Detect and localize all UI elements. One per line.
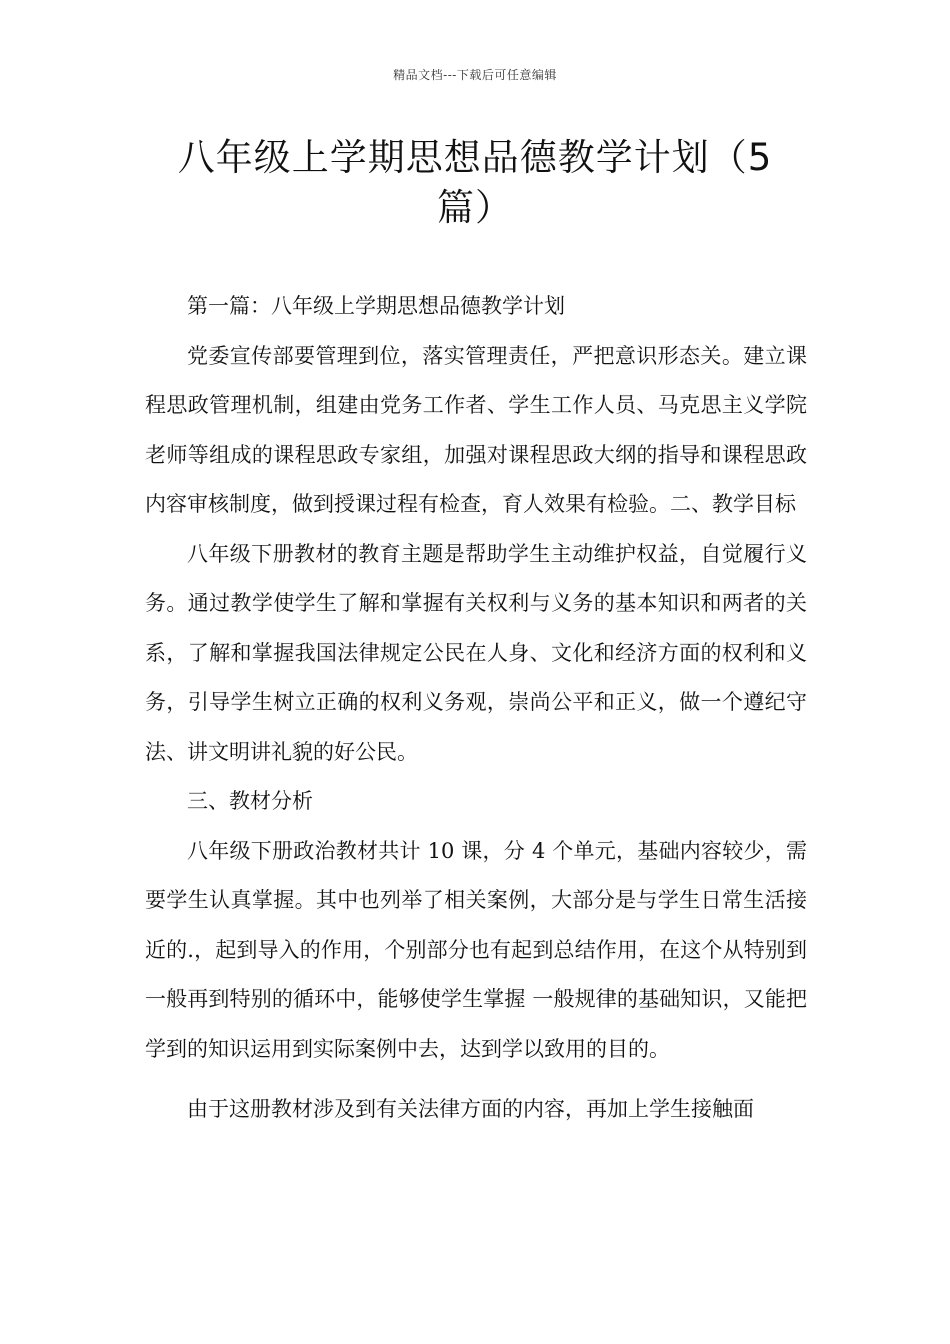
body-paragraph: 由于这册教材涉及到有关法律方面的内容，再加上学生接触面 (187, 1097, 754, 1121)
section-heading-textbook-analysis: 三、教材分析 (187, 789, 313, 813)
document-body (145, 282, 807, 1135)
body-paragraph: 八年级下册政治教材共计 10 课，分 4 个单元，基础内容较少，需要学生认真掌握。其中也列举了相关案例，大部分是与学生日常生活接近的.，起到导入的作用，个别部分也有起到总结作用，在这个从特别到一般再到特别的循环中，能够使学生掌握 一般规律的基础知识，又能把学到的知识运用到实际案例中去，达到学以致用的目的。 (145, 838, 807, 1061)
section-heading-part-one: 第一篇：八年级上学期思想品德教学计划 (187, 294, 565, 318)
document-title: 八年级上学期思想品德教学计划（5篇） (177, 136, 773, 229)
body-paragraph: 党委宣传部要管理到位，落实管理责任，严把意识形态关。建立课程思政管理机制，组建由党务工作者、学生工作人员、马克思主义学院老师等组成的课程思政专家组，加强对课程思政大纲的指导和课程思政内容审核制度，做到授课过程有检查，育人效果有检验。二、教学目标 (145, 343, 807, 516)
body-paragraph: 八年级下册教材的教育主题是帮助学生主动维护权益，自觉履行义务。通过教学使学生了解和掌握有关权利与义务的基本知识和两者的关系，了解和掌握我国法律规定公民在人身、文化和经济方面的权利和义务，引导学生树立正确的权利义务观，崇尚公平和正义，做一个遵纪守法、讲文明讲礼貌的好公民。 (145, 541, 807, 764)
header-note: 精品文档---下载后可任意编辑 (393, 68, 557, 82)
